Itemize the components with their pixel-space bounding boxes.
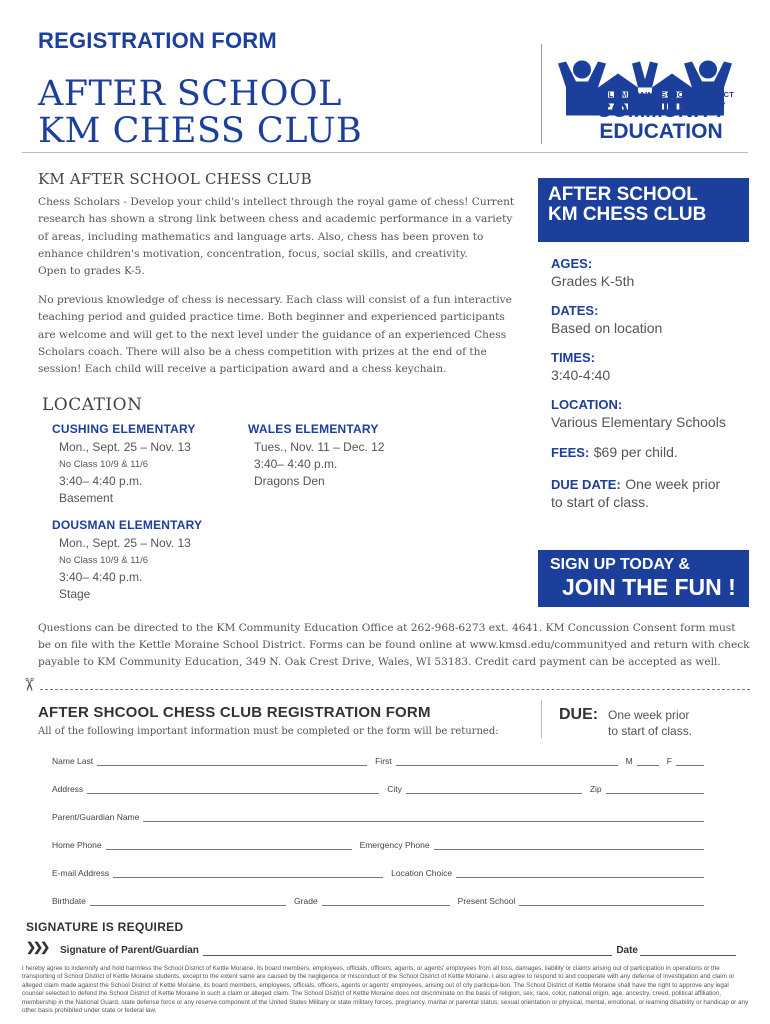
location-cushing bbox=[52, 422, 242, 507]
form-row-parent bbox=[52, 806, 704, 822]
form-row-birthdate bbox=[52, 890, 704, 906]
info-title-line-1: AFTER SCHOOL bbox=[548, 184, 698, 205]
form-type-heading: REGISTRATION FORM bbox=[38, 28, 277, 53]
school-time: 3:40– 4:40 p.m. bbox=[59, 474, 143, 488]
birthdate-label: Birthdate bbox=[52, 896, 87, 906]
home-phone-label: Home Phone bbox=[52, 840, 102, 850]
info-title-line-2: KM CHESS CLUB bbox=[548, 204, 707, 225]
parent-name-field[interactable] bbox=[143, 812, 704, 822]
date-field[interactable] bbox=[640, 946, 736, 956]
signature-row bbox=[60, 940, 736, 956]
registration-form-title: AFTER SHCOOL CHESS CLUB REGISTRATION FORM bbox=[38, 704, 431, 721]
school-dates: Tues., Nov. 11 – Dec. 12 bbox=[254, 440, 385, 454]
emergency-phone-field[interactable] bbox=[434, 840, 704, 850]
due-value bbox=[608, 707, 692, 739]
logo-line-1: COMMUNITY bbox=[596, 99, 726, 122]
title-line-1: AFTER SCHOOL bbox=[38, 74, 342, 114]
signup-line-2: JOIN THE FUN ! bbox=[562, 574, 736, 600]
f-label: F bbox=[666, 756, 672, 766]
city-label: City bbox=[387, 784, 402, 794]
email-field[interactable] bbox=[113, 868, 383, 878]
due-date-label: DUE DATE: bbox=[551, 477, 621, 492]
name-last-field[interactable] bbox=[97, 756, 367, 766]
ages-value: Grades K-5th bbox=[551, 273, 635, 289]
registration-form-subtitle: All of the following important information must be completed or the form will be returned: bbox=[38, 726, 499, 737]
signature-heading: SIGNATURE IS REQUIRED bbox=[26, 920, 184, 934]
school-name: DOUSMAN ELEMENTARY bbox=[52, 518, 203, 532]
intro-paragraph-1 bbox=[38, 194, 516, 280]
location-label: LOCATION: bbox=[551, 397, 623, 412]
open-to-text: Open to grades K-5. bbox=[38, 265, 145, 278]
location-heading: LOCATION bbox=[42, 395, 143, 415]
scissors-icon: ✂ bbox=[19, 677, 39, 693]
m-label: M bbox=[625, 756, 633, 766]
location-value: Various Elementary Schools bbox=[551, 414, 726, 430]
fees-label: FEES: bbox=[551, 445, 590, 460]
logo-subtitle: KETTLE MORAINE SCHOOL DISTRICT bbox=[587, 90, 735, 99]
school-room: Dragons Den bbox=[254, 474, 325, 488]
city-field[interactable] bbox=[406, 784, 582, 794]
fees-row bbox=[551, 444, 751, 462]
due-label: DUE: bbox=[559, 706, 599, 723]
due-value-line-1: One week prior bbox=[608, 708, 690, 722]
cut-line bbox=[40, 689, 750, 690]
location-wales bbox=[248, 422, 448, 490]
form-row-email bbox=[52, 862, 704, 878]
home-phone-field[interactable] bbox=[106, 840, 352, 850]
chevron-right-icon: ❯❯❯ bbox=[26, 940, 48, 954]
present-school-label: Present School bbox=[457, 896, 516, 906]
location-choice-label: Location Choice bbox=[391, 868, 453, 878]
location-choice-field[interactable] bbox=[456, 868, 704, 878]
due-divider bbox=[541, 700, 542, 738]
due-value-line-2: to start of class. bbox=[608, 724, 693, 738]
birthdate-field[interactable] bbox=[90, 896, 286, 906]
school-time: 3:40– 4:40 p.m. bbox=[254, 457, 338, 471]
school-note: No Class 10/9 & 11/6 bbox=[59, 459, 149, 470]
address-label: Address bbox=[52, 784, 84, 794]
school-dates: Mon., Sept. 25 – Nov. 13 bbox=[59, 536, 191, 550]
grade-field[interactable] bbox=[322, 896, 450, 906]
ages-label: AGES: bbox=[551, 256, 593, 271]
fees-value: $69 per child. bbox=[593, 444, 678, 460]
school-dates: Mon., Sept. 25 – Nov. 13 bbox=[59, 440, 191, 454]
first-label: First bbox=[375, 756, 392, 766]
logo-line-2: EDUCATION bbox=[599, 120, 723, 143]
signup-line-1: SIGN UP TODAY & bbox=[550, 556, 690, 573]
page-title bbox=[38, 76, 458, 150]
school-name: CUSHING ELEMENTARY bbox=[52, 422, 196, 436]
disclaimer-text: I hereby agree to indemnify and hold harmless the School District of Kettle Moraine, its board members, employees, officials, officers, agents, or agents' employees from all loss, damages, liability or claims arising out of participation in operations or the transporting of School District of Kettle Moraine students, except to the extent same are caused by the negligence or misconduct of the School District of Kettle Moraine. I also agree to respond to and cooperate with any defense of investigation and claim or alleged claim made against the School District of Kettle Moraine, its board members, employees, officials, officers, agents or agents' employees, arising out of city participa-tion. The School District of Kettle Moraine shall have the right to approve any legal counsel selected to defend the School District of Kettle Moraine in such a claim or alleged claim. The School District of Kettle Moraine does not discriminate on the basis of religion, sex, race, color, national origin, age, ancestry, creed, political affiliation, membership in the National Guard, state defense force or any reserve component of the United States Military or state military forces, pregnancy, marital or parental status, sexual orientation or physical, mental, emotional, or learning disability or handicap or any other basis prohibited under state or federal law. bbox=[22, 965, 749, 1015]
due-date-value-2: to start of class. bbox=[551, 494, 650, 510]
school-name: WALES ELEMENTARY bbox=[248, 422, 379, 436]
form-row-address bbox=[52, 778, 704, 794]
date-label: Date bbox=[616, 945, 638, 956]
info-box-title bbox=[538, 178, 749, 242]
info-details bbox=[551, 256, 751, 510]
school-room: Stage bbox=[59, 587, 91, 601]
dates-label: DATES: bbox=[551, 303, 599, 318]
emergency-phone-label: Emergency Phone bbox=[359, 840, 430, 850]
school-room: Basement bbox=[59, 491, 114, 505]
grade-label: Grade bbox=[294, 896, 318, 906]
due-date-value-1: One week prior bbox=[625, 476, 721, 492]
zip-label: Zip bbox=[589, 784, 602, 794]
m-field[interactable] bbox=[637, 756, 659, 766]
present-school-field[interactable] bbox=[519, 896, 704, 906]
times-value: 3:40-4:40 bbox=[551, 367, 611, 383]
school-note: No Class 10/9 & 11/6 bbox=[59, 555, 149, 566]
signature-field[interactable] bbox=[203, 946, 612, 956]
signature-label: Signature of Parent/Guardian bbox=[60, 945, 199, 956]
section-title: KM AFTER SCHOOL CHESS CLUB bbox=[38, 170, 312, 188]
intro-paragraph-2: No previous knowledge of chess is necessary. Each class will consist of a fun interactive teaching period and guided practice time. Both beginner and experienced participants are welcome and will get to the next level under the guidance of an experienced Chess Scholars coach. There will also be a chess competition with prizes at the end of the session! Each child will receive a participation award and a chess keychain. bbox=[38, 294, 512, 376]
zip-field[interactable] bbox=[606, 784, 704, 794]
first-name-field[interactable] bbox=[396, 756, 618, 766]
questions-paragraph: Questions can be directed to the KM Community Education Office at 262-968-6273 ext. 4641. KM Concussion Consent form must be on file with the Kettle Moraine School District. Forms can be found online at www.kmsd.edu/communityed and return with check payable to KM Community Education, 349 N. Oak Crest Drive, Wales, WI 53183. Credit card payment can be accepted as well. bbox=[38, 622, 750, 668]
signup-banner bbox=[538, 550, 749, 607]
dates-value: Based on location bbox=[551, 320, 663, 336]
address-field[interactable] bbox=[87, 784, 379, 794]
school-time: 3:40– 4:40 p.m. bbox=[59, 570, 143, 584]
times-label: TIMES: bbox=[551, 350, 596, 365]
location-dousman bbox=[52, 518, 252, 603]
header-divider bbox=[22, 152, 748, 153]
name-last-label: Name Last bbox=[52, 756, 94, 766]
intro-text-1: Chess Scholars - Develop your child's intellect through the royal game of chess! Current research has shown a strong link between chess and academic performance in a variety of areas, including mathematics and language arts. Also, chess has been proven to enhance children's motivation, concentration, focus, social skills, and creativity. bbox=[38, 196, 515, 260]
parent-label: Parent/Guardian Name bbox=[52, 812, 140, 822]
email-label: E-mail Address bbox=[52, 868, 110, 878]
title-line-2: KM CHESS CLUB bbox=[38, 111, 363, 151]
f-field[interactable] bbox=[676, 756, 704, 766]
form-row-phone bbox=[52, 834, 704, 850]
form-row-name bbox=[52, 750, 704, 766]
due-date-row bbox=[551, 476, 751, 510]
